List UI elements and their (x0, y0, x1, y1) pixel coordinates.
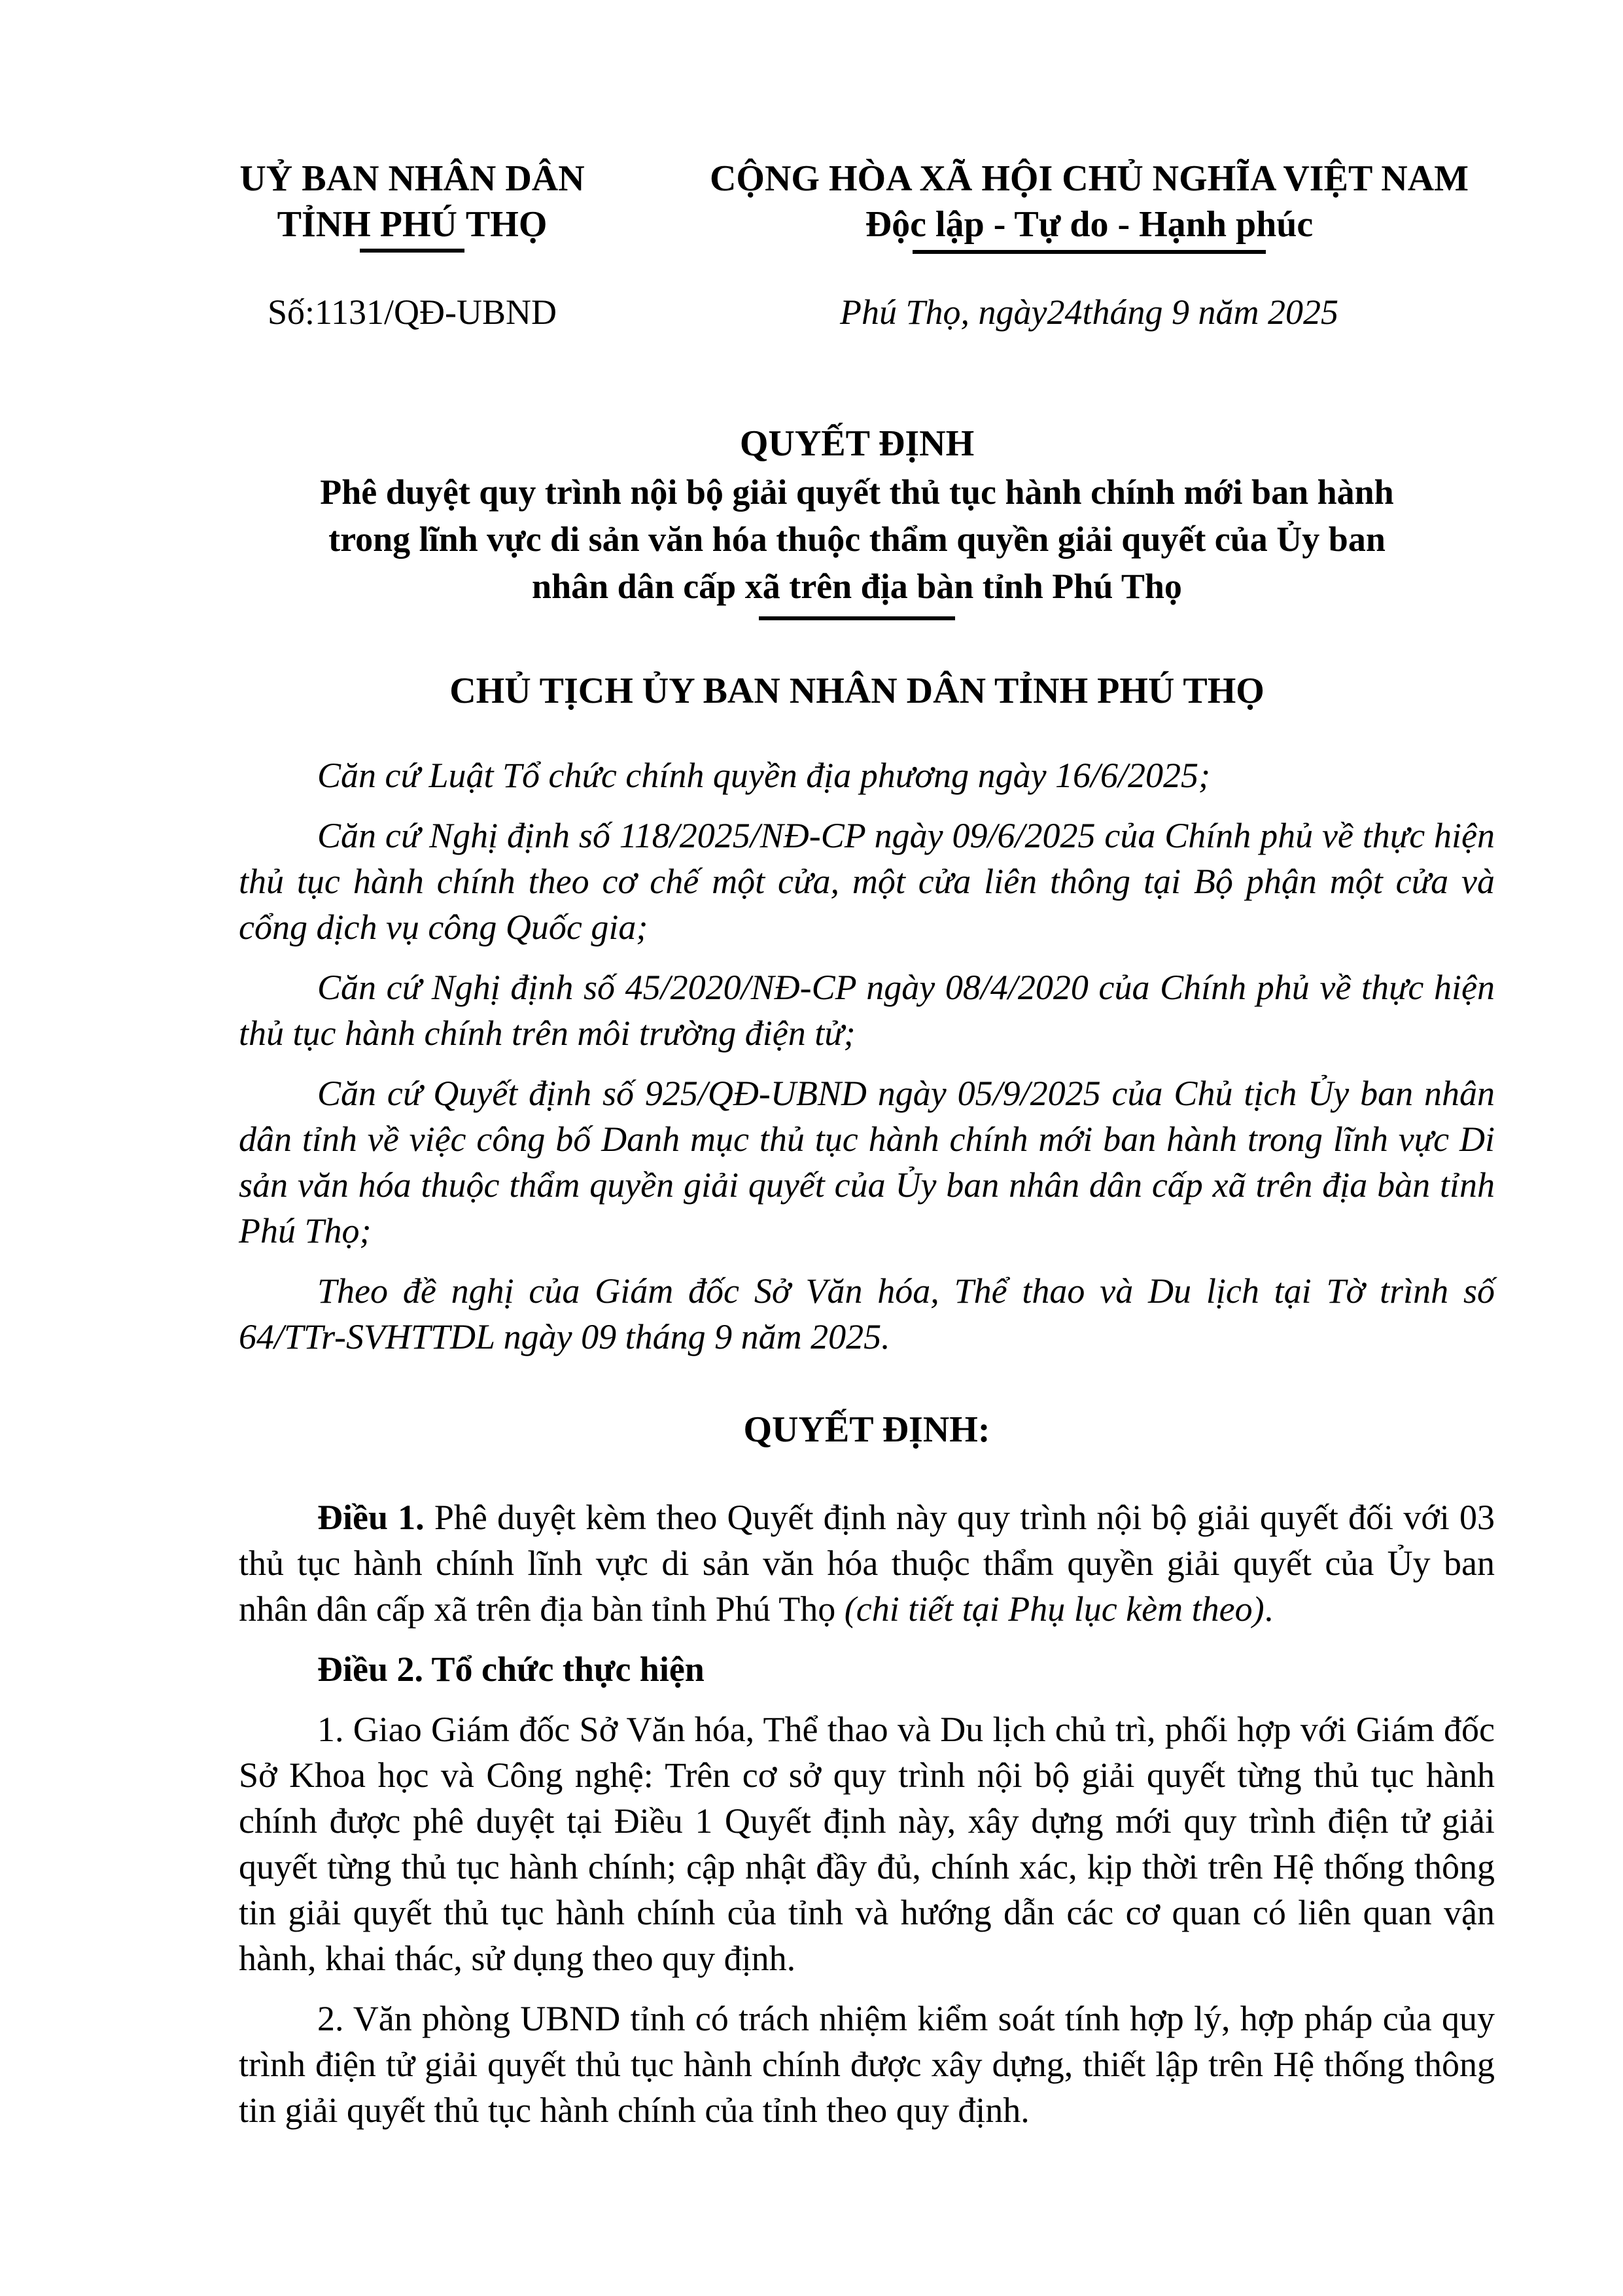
title-main: QUYẾT ĐỊNH (739, 423, 975, 464)
motto-underline (913, 250, 1266, 254)
legal-basis-item: Căn cứ Quyết định số 925/QĐ-UBND ngày 05/9/2025 của Chủ tịch Ủy ban nhân dân tỉnh về việc công bố Danh mục thủ tục hành chính mới ban hành trong lĩnh vực Di sản văn hóa thuộc thẩm quyền giải quyết của Ủy ban nhân dân cấp xã trên địa bàn tỉnh Phú Thọ; (239, 1074, 1495, 1250)
document-title (222, 419, 1492, 620)
nation-line-1: CỘNG HÒA XÃ HỘI CHỦ NGHĨA VIỆT NAM (709, 158, 1469, 199)
issuing-authority (196, 156, 628, 253)
article-1-text: Phê duyệt kèm theo Quyết định này quy trình nội bộ giải quyết đối với 03 thủ tục hành chính lĩnh vực di sản văn hóa thuộc thẩm quyền giải quyết của Ủy ban nhân dân cấp xã trên địa bàn tỉnh Phú Thọ (239, 1498, 1495, 1629)
title-subtitle-line: trong lĩnh vực di sản văn hóa thuộc thẩm quyền giải quyết của Ủy ban (328, 520, 1386, 559)
legal-basis (239, 752, 1495, 1360)
document-number: Số:1131/QĐ-UBND (267, 292, 557, 332)
authority-underline (360, 249, 464, 253)
nation-line-2: Độc lập - Tự do - Hạnh phúc (865, 204, 1314, 245)
article-2-heading: Điều 2. Tổ chức thực hiện (317, 1650, 705, 1689)
title-subtitle-line: Phê duyệt quy trình nội bộ giải quyết thủ tục hành chính mới ban hành (320, 472, 1394, 512)
article-1-end: . (1264, 1589, 1274, 1629)
issuer-heading: CHỦ TỊCH ỦY BAN NHÂN DÂN TỈNH PHÚ THỌ (449, 671, 1265, 711)
authority-line-1: UỶ BAN NHÂN DÂN (239, 158, 585, 199)
legal-basis-item: Căn cứ Nghị định số 118/2025/NĐ-CP ngày 09/6/2025 của Chính phủ về thực hiện thủ tục hành chính theo cơ chế một cửa, một cửa liên thông tại Bộ phận một cửa và cổng dịch vụ công Quốc gia; (239, 816, 1495, 947)
article-2-item: 2. Văn phòng UBND tỉnh có trách nhiệm kiểm soát tính hợp lý, hợp pháp của quy trình điện tử giải quyết thủ tục hành chính được xây dựng, thiết lập trên Hệ thống thông tin giải quyết thủ tục hành chính của tỉnh theo quy định. (239, 1999, 1495, 2130)
article-1 (239, 1494, 1495, 1632)
legal-basis-item: Căn cứ Luật Tổ chức chính quyền địa phương ngày 16/6/2025; (317, 756, 1211, 795)
decision-heading: QUYẾT ĐỊNH: (743, 1409, 990, 1450)
legal-basis-item: Căn cứ Nghị định số 45/2020/NĐ-CP ngày 08/4/2020 của Chính phủ về thực hiện thủ tục hành chính trên môi trường điện tử; (239, 968, 1495, 1053)
place-date: Phú Thọ, ngày24tháng 9 năm 2025 (840, 292, 1338, 332)
article-2-item: 1. Giao Giám đốc Sở Văn hóa, Thể thao và Du lịch chủ trì, phối hợp với Giám đốc Sở Khoa học và Công nghệ: Trên cơ sở quy trình nội bộ giải quyết từng thủ tục hành chính được phê duyệt tại Điều 1 Quyết định này, xây dựng mới quy trình điện tử giải quyết từng thủ tục hành chính; cập nhật đầy đủ, chính xác, kịp thời trên Hệ thống thông tin giải quyết thủ tục hành chính của tỉnh và hướng dẫn các cơ quan có liên quan vận hành, khai thác, sử dụng theo quy định. (239, 1710, 1495, 1978)
authority-line-2: TỈNH PHÚ THỌ (277, 204, 548, 245)
title-subtitle-line: nhân dân cấp xã trên địa bàn tỉnh Phú Thọ (532, 567, 1182, 606)
title-rule (759, 616, 955, 620)
document-body (239, 752, 1495, 2147)
article-1-label: Điều 1. (317, 1498, 425, 1537)
national-motto (654, 156, 1524, 254)
article-1-note: (chi tiết tại Phụ lục kèm theo) (844, 1589, 1265, 1629)
article-2 (239, 1646, 1495, 2133)
article-1-paragraph (239, 1494, 1495, 1632)
legal-basis-item: Theo đề nghị của Giám đốc Sở Văn hóa, Thể thao và Du lịch tại Tờ trình số 64/TTr-SVHTTDL ngày 09 tháng 9 năm 2025. (239, 1271, 1495, 1356)
